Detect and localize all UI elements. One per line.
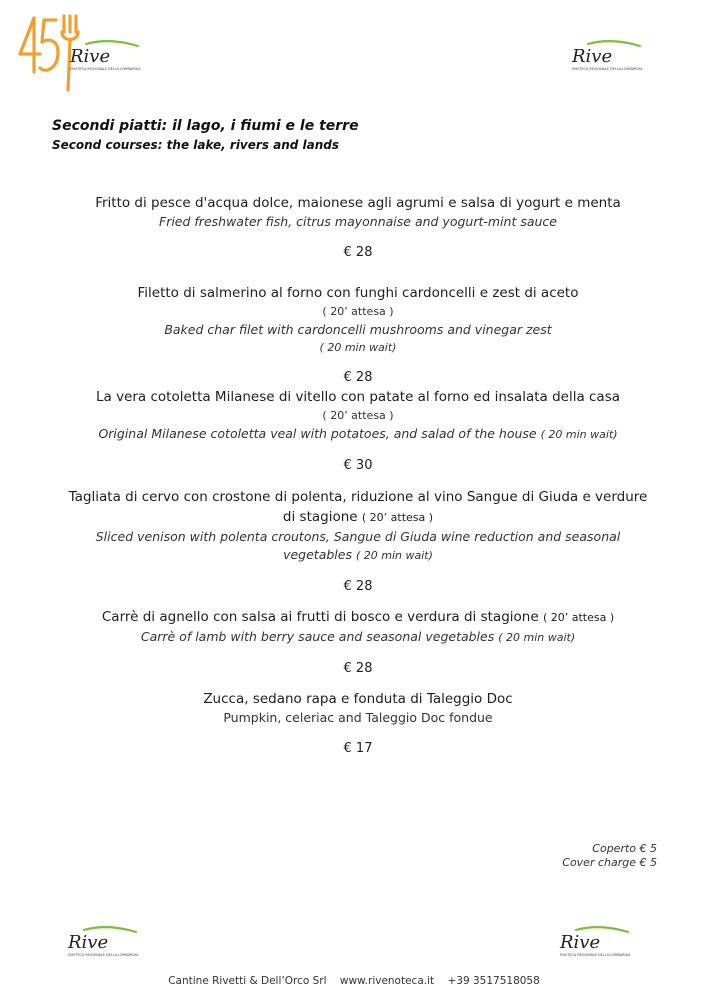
dish-name-en: Original Milanese cotoletta veal with potatoes, and salad of the house ( 20 min wait)	[98, 426, 618, 441]
menu-item	[40, 487, 676, 596]
footer-phone: +39 3517518058	[447, 975, 540, 987]
dish-name-it: Tagliata di cervo con crostone di polenta, riduzione al vino Sangue di Giuda e verdure	[68, 489, 648, 505]
dish-name-en: Fried freshwater fish, citrus mayonnaise and yogurt-mint sauce	[159, 214, 557, 229]
menu-list	[40, 193, 676, 758]
footer	[0, 975, 708, 987]
dish-wait-it: ( 20’ attesa )	[361, 511, 434, 524]
rive-logo	[570, 38, 650, 74]
dish-name-it: Carrè di agnello con salsa ai frutti di bosco e verdura di stagione ( 20’ attesa )	[101, 609, 615, 625]
dish-price: € 28	[343, 245, 373, 260]
dish-name-it-cont: di stagione ( 20’ attesa )	[282, 509, 434, 525]
dish-price: € 28	[343, 579, 373, 594]
svg-text:ENOTECA REGIONALE DELLA LOMBAR: ENOTECA REGIONALE DELLA LOMBARDIA	[68, 953, 139, 957]
menu-item	[40, 607, 676, 678]
svg-text:Rive: Rive	[70, 46, 111, 67]
dish-wait-en: ( 20 min wait)	[498, 631, 576, 644]
dish-wait-en: ( 20 min wait)	[319, 341, 397, 354]
cover-charge	[562, 842, 657, 870]
dish-name-en: Pumpkin, celeriac and Taleggio Doc fondue	[223, 710, 493, 725]
svg-text:ENOTECA REGIONALE DELLA LOMBAR: ENOTECA REGIONALE DELLA LOMBARDIA	[572, 67, 643, 71]
section-title-en: Second courses: the lake, rivers and lands	[52, 138, 340, 152]
menu-item	[40, 193, 676, 262]
dish-price: € 17	[343, 741, 373, 756]
cover-charge-en: Cover charge € 5	[562, 856, 657, 869]
dish-wait-it: ( 20’ attesa )	[542, 611, 615, 624]
dish-wait-en: ( 20 min wait)	[355, 549, 433, 562]
dish-name-en: Carrè of lamb with berry sauce and seasonal vegetables ( 20 min wait)	[140, 629, 576, 644]
dish-name-en: Sliced venison with polenta croutons, Sangue di Giuda wine reduction and seasonal	[95, 529, 621, 544]
svg-text:ENOTECA REGIONALE DELLA LOMBAR: ENOTECA REGIONALE DELLA LOMBARDIA	[70, 67, 141, 71]
dish-name-it: Fritto di pesce d'acqua dolce, maionese agli agrumi e salsa di yogurt e menta	[95, 195, 621, 211]
rive-logo	[68, 38, 148, 74]
svg-text:ENOTECA REGIONALE DELLA LOMBAR: ENOTECA REGIONALE DELLA LOMBARDIA	[560, 953, 631, 957]
dish-name-en-cont: vegetables ( 20 min wait)	[283, 547, 433, 562]
cover-charge-it: Coperto € 5	[592, 842, 657, 855]
dish-wait-it: ( 20’ attesa )	[322, 305, 394, 318]
dish-price: € 28	[343, 370, 373, 385]
dish-wait-en: ( 20 min wait)	[540, 428, 618, 441]
menu-section-heading	[52, 118, 359, 152]
footer-company: Cantine Rivetti & Dell’Orco Srl	[168, 975, 327, 987]
menu-item	[40, 689, 676, 758]
rive-logo	[66, 924, 146, 960]
dish-price: € 30	[343, 458, 373, 473]
dish-name-it: La vera cotoletta Milanese di vitello con patate al forno ed insalata della casa	[95, 389, 621, 405]
rive-logo	[558, 924, 638, 960]
svg-text:Rive: Rive	[68, 932, 109, 953]
dish-name-en: Baked char filet with cardoncelli mushrooms and vinegar zest	[164, 322, 552, 337]
dish-wait-it: ( 20’ attesa )	[322, 409, 394, 422]
svg-text:Rive: Rive	[572, 46, 613, 67]
dish-name-it: Filetto di salmerino al forno con funghi cardoncelli e zest di aceto	[137, 285, 579, 301]
section-title-it: Secondi piatti: il lago, i fiumi e le terre	[52, 118, 359, 134]
dish-price: € 28	[343, 661, 373, 676]
footer-website-link[interactable]: www.rivenoteca.it	[339, 975, 435, 987]
svg-text:Rive: Rive	[560, 932, 601, 953]
menu-item	[40, 387, 676, 475]
menu-item	[40, 283, 676, 387]
dish-name-it: Zucca, sedano rapa e fonduta di Taleggio Doc	[203, 691, 513, 707]
